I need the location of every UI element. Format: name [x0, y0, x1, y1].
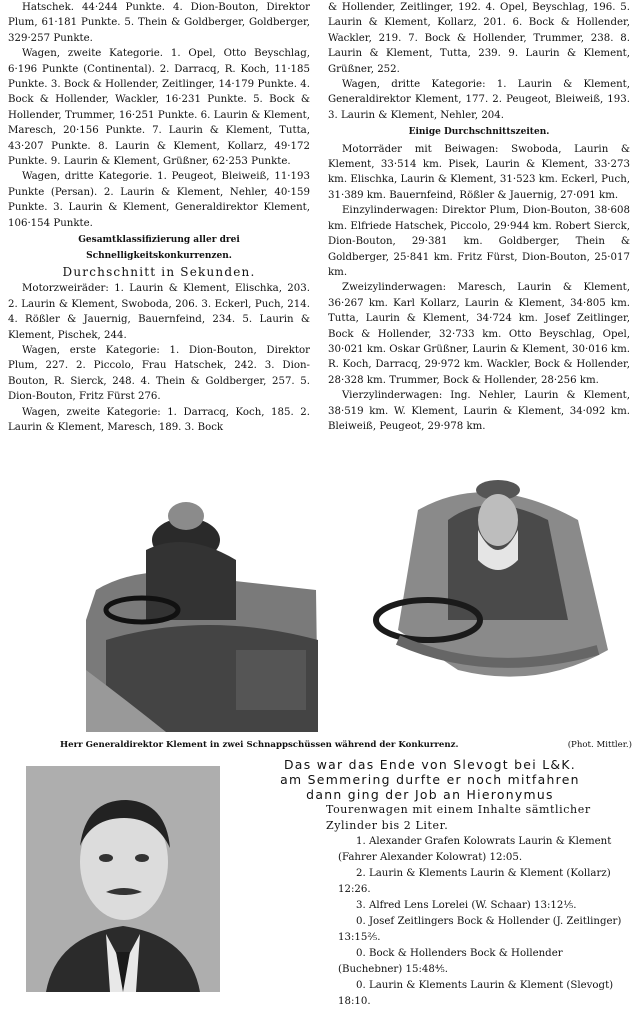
paragraph: Motorräder mit Beiwagen: Swoboda, Laurin & Klement, 33·514 km. Pisek, Laurin & Klement, 33·273 km. Elischka, Laurin & Klement, 31·523 km. Eckerl, Puch, 31·389 km. Bauernfeind, Rößler & Jauernig, 27·091 km. [328, 143, 630, 201]
paragraph: Zweizylinderwagen: Maresch, Laurin & Klement, 36·267 km. Karl Kollarz, Laurin & Klement, 34·805 km. Tutta, Laurin & Klement, 34·724 km. Josef Zeitlinger, Bock & Hollender, 32·733 km. Otto Beyschlag, Opel, 30·021 km. Oskar Grüßner, Laurin & Klement, 30·016 km. R. Koch, Darracq, 29·972 km. Wackler, Bock & Hollender, 28·328 km. Trummer, Bock & Hollender, 28·256 km. [328, 282, 630, 386]
paragraph: Wagen, zweite Kategorie: 1. Darracq, Koch, 185. 2. Laurin & Klement, Maresch, 189. 3. Bock [8, 406, 310, 433]
paragraph: Wagen, dritte Kategorie: 1. Laurin & Klement, Generaldirektor Klement, 177. 2. Peugeot, Bleiweiß, 193. 3. Laurin & Klement, Nehler, 204. [328, 79, 630, 121]
handwritten-annotation [228, 757, 632, 802]
note-line: am Semmering durfte er noch mitfahren [280, 772, 580, 787]
result-entry: 0. Bock & Hollenders Bock & Hollender (Buchebner) 15:48⅘. [338, 948, 563, 975]
left-text-column [8, 0, 310, 435]
result-entry: 0. Josef Zeitlingers Bock & Hollender (J. Zeitlinger) 13:15⅖. [338, 916, 622, 943]
paragraph: Wagen, dritte Kategorie. 1. Peugeot, Bleiweiß, 11·193 Punkte (Persan). 2. Laurin & Klement, Nehler, 40·159 Punkte. 3. Laurin & Klement, Generaldirektor Klement, 106·154 Punkte. [8, 171, 310, 229]
photo-credit: (Phot. Mittler.) [567, 740, 632, 750]
result-entry: 1. Alexander Grafen Kolowrats Laurin & Klement (Fahrer Alexander Kolowrat) 12:05. [338, 836, 612, 863]
photo-klement-in-car-1 [86, 470, 318, 732]
note-line: dann ging der Job an Hieronymus [306, 787, 554, 802]
paragraph: Wagen, zweite Kategorie. 1. Opel, Otto Beyschlag, 6·196 Punkte (Continental). 2. Darracq, R. Koch, 11·185 Punkte. 3. Bock & Hollender, Zeitlinger, 14·179 Punkte. 4. Bock & Hollender, Wackler, 16·231 Punkte. 5. Bock & Hollender, Trummer, 16·251 Punkte. 6. Laurin & Klement, Maresch, 20·156 Punkte. 7. Laurin & Klement, Tutta, 43·207 Punkte. 8. Laurin & Klement, Kollarz, 49·172 Punkte. 9. Laurin & Klement, Grüßner, 62·253 Punkte. [8, 48, 310, 168]
section-heading: Einige Durchschnittszeiten. [408, 127, 550, 138]
section-subheading: Durchschnitt in Sekunden. [62, 264, 256, 279]
right-text-column [328, 0, 630, 434]
results-list [326, 802, 630, 1010]
paragraph: Hatschek. 44·244 Punkte. 4. Dion-Bouton, Direktor Plum, 61·181 Punkte. 5. Thein & Goldberger, Goldberger, 329·257 Punkte. [8, 2, 310, 44]
photo-caption [60, 740, 632, 750]
result-entry: 2. Laurin & Klements Laurin & Klement (Kollarz) 12:26. [338, 868, 611, 895]
paragraph: Wagen, erste Kategorie: 1. Dion-Bouton, Direktor Plum, 227. 2. Piccolo, Frau Hatschek, 242. 3. Dion-Bouton, R. Sierck, 248. 4. Thein & Goldberger, 257. 5. Dion-Bouton, Fritz Fürst 276. [8, 344, 310, 403]
section-lead: Tourenwagen mit einem Inhalte sämtlicher Zylinder bis 2 Liter. [326, 803, 591, 832]
paragraph: Motorzweiräder: 1. Laurin & Klement, Elischka, 203. 2. Laurin & Klement, Swoboda, 206. 3. Eckerl, Puch, 214. 4. Rößler & Jauernig, Bauernfeind, 234. 5. Laurin & Klement, Pischek, 244. [8, 283, 310, 341]
section-heading: Gesamtklassifizierung aller drei Schnelligkeitskonkurrenzen. [78, 235, 240, 261]
portrait-photo [26, 766, 220, 992]
photo-klement-in-car-2 [358, 450, 618, 690]
paragraph-continuation: & Hollender, Zeitlinger, 192. 4. Opel, Beyschlag, 196. 5. Laurin & Klement, Kollarz, 201. 6. Bock & Hollender, Wackler, 219. 7. Bock & Hollender, Trummer, 238. 8. Laurin & Klement, Tutta, 239. 9. Laurin & Klement, Grüßner, 252. [328, 2, 630, 75]
paragraph: Einzylinderwagen: Direktor Plum, Dion-Bouton, 38·608 km. Elfriede Hatschek, Piccolo, 29·944 km. Robert Sierck, Dion-Bouton, 29·381 km. Goldberger, Thein & Goldberger, 25·841 km. Fritz Fürst, Dion-Bouton, 25·017 km. [328, 205, 630, 278]
caption-text: Herr Generaldirektor Klement in zwei Schnappschüssen während der Konkurrenz. [60, 740, 459, 750]
note-line: Das war das Ende von Slevogt bei L&K. [283, 757, 577, 772]
result-entry: 3. Alfred Lens Lorelei (W. Schaar) 13:12⅕. [356, 900, 577, 911]
paragraph: Vierzylinderwagen: Ing. Nehler, Laurin & Klement, 38·519 km. W. Klement, Laurin & Klement, 34·092 km. Bleiweiß, Peugeot, 29·978 km. [328, 390, 630, 432]
result-entry: 0. Laurin & Klements Laurin & Klement (Slevogt) 18:10. [338, 980, 614, 1007]
